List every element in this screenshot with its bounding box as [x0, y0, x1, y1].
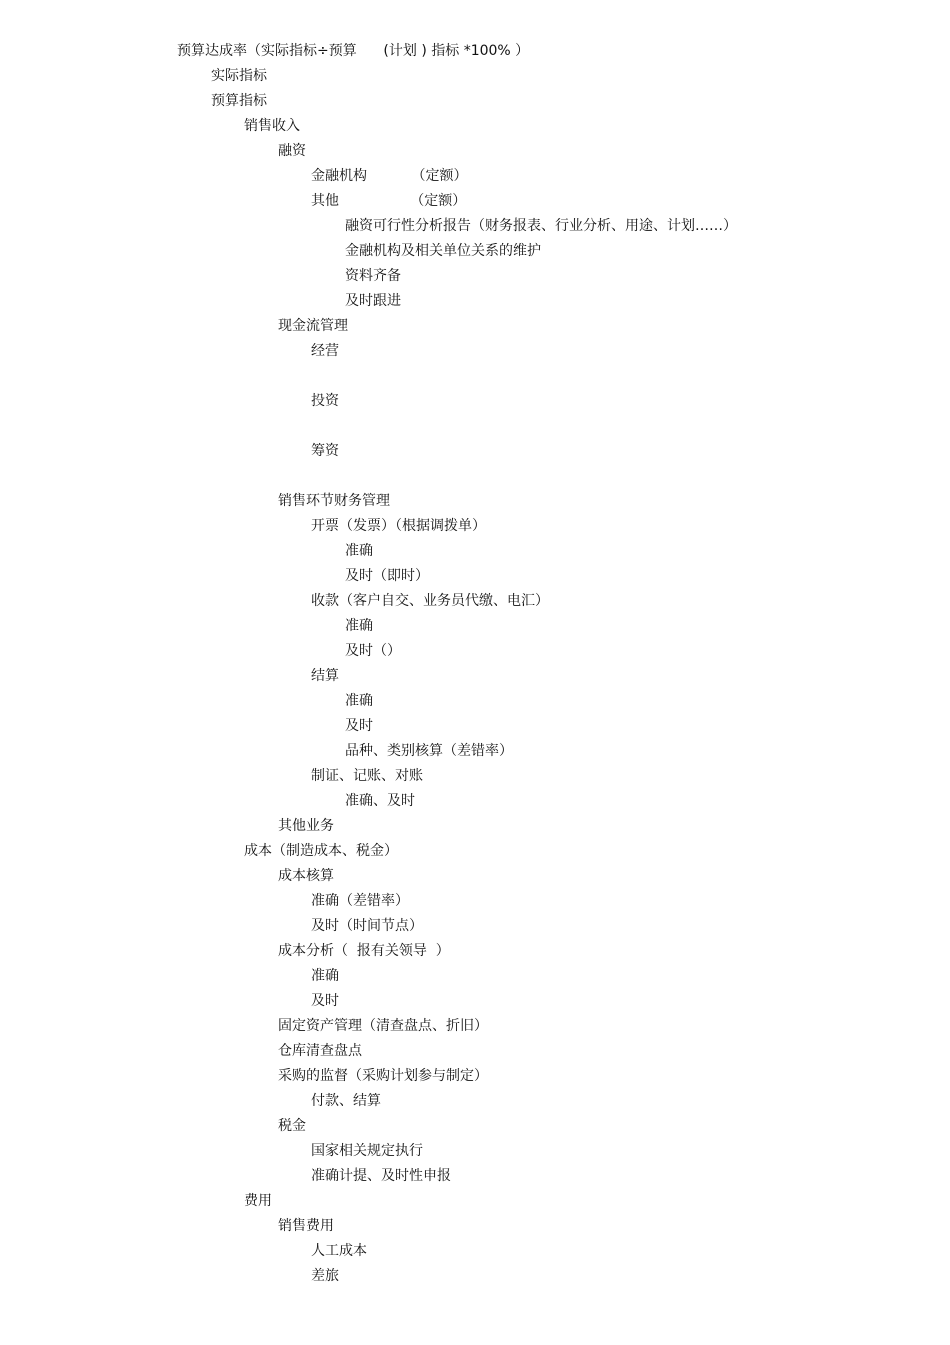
- outline-item-level-3: 销售费用: [278, 1218, 334, 1234]
- outline-item-level-5: 品种、类别核算（差错率）: [345, 743, 513, 759]
- outline-item-level-5: 准确: [345, 543, 373, 559]
- outline-item-level-3: 固定资产管理（清查盘点、折旧）: [278, 1018, 488, 1034]
- outline-item-level-5: 及时（）: [345, 643, 401, 659]
- outline-item-level-4: 结算: [311, 668, 339, 684]
- outline-item-level-5: 金融机构及相关单位关系的维护: [345, 243, 541, 259]
- outline-item-level-5: 融资可行性分析报告（财务报表、行业分析、用途、计划……）: [345, 218, 737, 234]
- outline-item-level-5: 及时（即时）: [345, 568, 429, 584]
- outline-item-level-4: 国家相关规定执行: [311, 1143, 423, 1159]
- outline-item-level-3: 税金: [278, 1118, 306, 1134]
- outline-item-level-5: 及时跟进: [345, 293, 401, 309]
- outline-item-level-4: 准确: [311, 968, 339, 984]
- outline-item-level-4: 经营: [311, 343, 339, 359]
- outline-item-level-3: 现金流管理: [278, 318, 348, 334]
- outline-item-level-5: 及时: [345, 718, 373, 734]
- outline-item-level-5: 准确: [345, 618, 373, 634]
- outline-item-level-3: 仓库清查盘点: [278, 1043, 362, 1059]
- outline-item-level-4: 制证、记账、对账: [311, 768, 423, 784]
- outline-item-level-1: 预算指标: [211, 93, 267, 109]
- outline-item-level-2: 成本（制造成本、税金）: [244, 843, 398, 859]
- outline-item-level-4: 准确（差错率）: [311, 893, 409, 909]
- outline-item-level-3: 其他业务: [278, 818, 334, 834]
- outline-item-level-5: 资料齐备: [345, 268, 401, 284]
- outline-item-level-4: 及时: [311, 993, 339, 1009]
- outline-item-level-2: 费用: [244, 1193, 272, 1209]
- outline-item-level-5: 准确: [345, 693, 373, 709]
- outline-item-level-4: 金融机构 （定额）: [311, 168, 468, 184]
- outline-item-level-4: 差旅: [311, 1268, 339, 1284]
- outline-item-level-1: 实际指标: [211, 68, 267, 84]
- outline-item-level-3: 融资: [278, 143, 306, 159]
- outline-item-level-4: 人工成本: [311, 1243, 367, 1259]
- outline-item-level-3: 成本分析（ 报有关领导 ）: [278, 943, 450, 959]
- outline-item-level-0: 预算达成率（实际指标÷预算 (计划 ) 指标 *100% ）: [177, 43, 530, 59]
- outline-item-level-4: 开票（发票）（根据调拨单）: [311, 518, 486, 534]
- outline-item-level-4: 准确计提、及时性申报: [311, 1168, 451, 1184]
- outline-item-level-3: 采购的监督（采购计划参与制定）: [278, 1068, 488, 1084]
- outline-item-level-4: 筹资: [311, 443, 339, 459]
- outline-item-level-4: 其他 （定额）: [311, 193, 467, 209]
- outline-item-level-2: 销售收入: [244, 118, 300, 134]
- outline-item-level-4: 收款（客户自交、业务员代缴、电汇）: [311, 593, 549, 609]
- outline-item-level-5: 准确、及时: [345, 793, 415, 809]
- outline-item-level-3: 成本核算: [278, 868, 334, 884]
- outline-item-level-4: 投资: [311, 393, 339, 409]
- outline-item-level-3: 销售环节财务管理: [278, 493, 390, 509]
- outline-item-level-4: 付款、结算: [311, 1093, 381, 1109]
- outline-item-level-4: 及时（时间节点）: [311, 918, 423, 934]
